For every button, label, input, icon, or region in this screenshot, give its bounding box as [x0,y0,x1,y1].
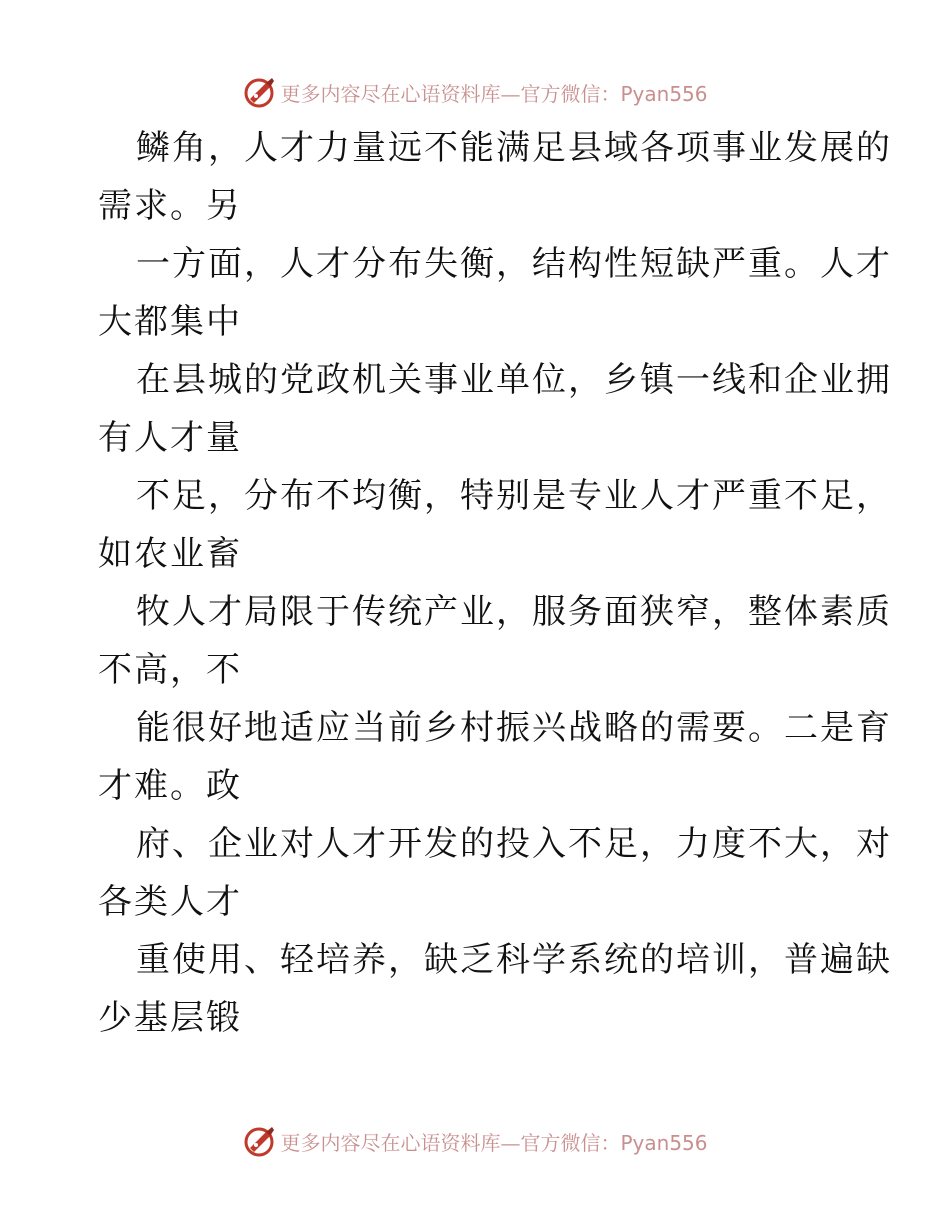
text-line: 大都集中 [98,302,242,342]
text-line: 需求。另 [98,186,242,226]
footer-watermark [0,1121,950,1161]
text-line: 在县城的党政机关事业单位，乡镇一线和企业拥 [136,360,892,400]
pen-logo-icon [242,75,276,109]
text-line: 各类人才 [98,882,242,922]
text-line: 少基层锻 [98,998,242,1038]
pen-logo-icon [242,1124,276,1158]
text-line: 有人才量 [98,418,242,458]
text-line: 能很好地适应当前乡村振兴战略的需要。二是育 [136,708,892,748]
text-line: 如农业畜 [98,534,242,574]
text-line: 牧人才局限于传统产业，服务面狭窄，整体素质 [136,592,892,632]
text-line: 一方面，人才分布失衡，结构性短缺严重。人才 [136,244,892,284]
watermark-text: 更多内容尽在心语资料库—官方微信：Pyan556 [280,1130,708,1155]
text-line: 不足，分布不均衡，特别是专业人才严重不足， [136,476,892,516]
text-line: 鳞角，人才力量远不能满足县域各项事业发展的 [136,128,892,168]
watermark-text: 更多内容尽在心语资料库—官方微信：Pyan556 [280,81,708,106]
text-line: 不高，不 [98,650,242,690]
text-line: 府、企业对人才开发的投入不足，力度不大，对 [136,824,892,864]
header-watermark [0,72,950,112]
text-line: 才难。政 [98,766,242,806]
text-line: 重使用、轻培养，缺乏科学系统的培训，普遍缺 [136,940,892,980]
